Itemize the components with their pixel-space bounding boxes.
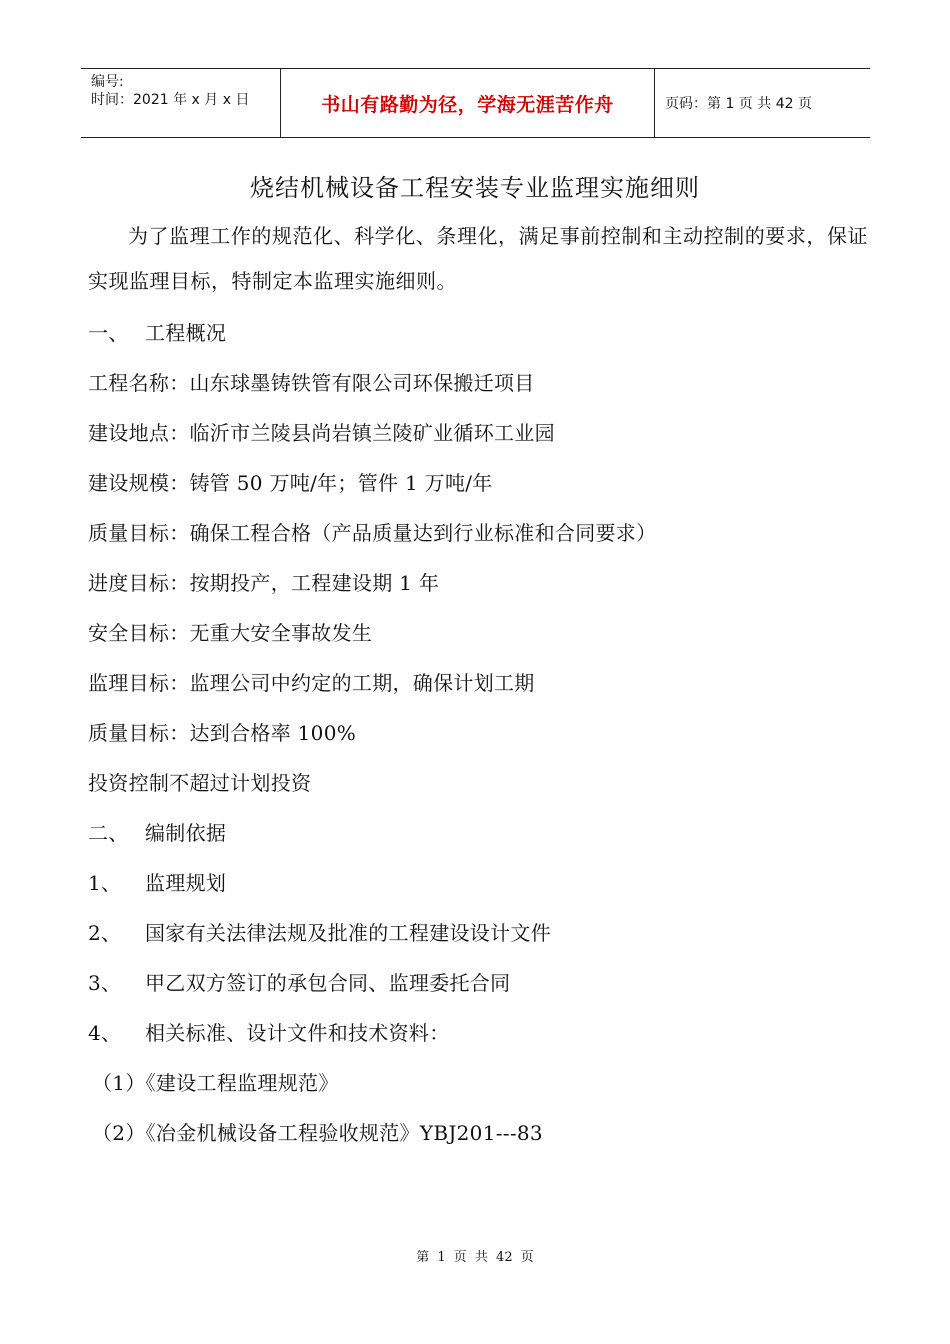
- overview-item: 建设规模：铸管 50 万吨/年；管件 1 万吨/年: [88, 471, 493, 495]
- header-left-cell: [81, 69, 281, 137]
- overview-item: 质量目标：达到合格率 100%: [88, 721, 357, 745]
- basis-text: 监理规划: [145, 871, 227, 895]
- basis-item: [88, 1008, 868, 1058]
- intro-paragraph: 为了监理工作的规范化、科学化、条理化，满足事前控制和主动控制的要求，保证实现监理目标，特制定本监理实施细则。: [88, 224, 868, 293]
- basis-item: [88, 958, 868, 1008]
- section-heading-basis: [88, 808, 868, 858]
- page-footer: 第 1 页 共 42 页: [416, 1250, 534, 1265]
- header-motto-cell: [281, 69, 655, 137]
- document-body: [88, 214, 868, 1158]
- overview-item: 质量目标：确保工程合格（产品质量达到行业标准和合同要求）: [88, 521, 657, 545]
- motto-text: 书山有路勤为径，学海无涯苦作舟: [321, 93, 614, 116]
- basis-text: 相关标准、设计文件和技术资料：: [145, 1021, 450, 1045]
- section-heading-overview: [88, 308, 868, 358]
- document-title: 烧结机械设备工程安装专业监理实施细则: [250, 174, 700, 202]
- reference-item: （1）《建设工程监理规范》: [92, 1071, 339, 1095]
- basis-number: 2、: [88, 921, 122, 945]
- overview-item: 安全目标：无重大安全事故发生: [88, 621, 373, 645]
- basis-number: 3、: [88, 971, 122, 995]
- basis-number: 1、: [88, 871, 122, 895]
- section-number: 二、: [88, 821, 129, 845]
- reference-item: （2）《冶金机械设备工程验收规范》YBJ201---83: [92, 1121, 543, 1145]
- basis-item: [88, 858, 868, 908]
- overview-item: 进度目标：按期投产，工程建设期 1 年: [88, 571, 440, 595]
- number-label: 编号:: [91, 74, 124, 90]
- overview-item: 建设地点：临沂市兰陵县尚岩镇兰陵矿业循环工业园: [88, 421, 555, 445]
- section-title: 工程概况: [145, 321, 227, 345]
- basis-text: 国家有关法律法规及批准的工程建设设计文件: [145, 921, 551, 945]
- section-number: 一、: [88, 321, 129, 345]
- header-table: [81, 68, 870, 138]
- basis-item: [88, 908, 868, 958]
- overview-item: 投资控制不超过计划投资: [88, 771, 312, 795]
- page-info: 页码：第 1 页 共 42 页: [665, 96, 812, 112]
- basis-number: 4、: [88, 1021, 122, 1045]
- basis-text: 甲乙双方签订的承包合同、监理委托合同: [145, 971, 511, 995]
- header-page-cell: [655, 69, 870, 137]
- overview-item: 工程名称：山东球墨铸铁管有限公司环保搬迁项目: [88, 371, 535, 395]
- section-title: 编制依据: [145, 821, 227, 845]
- time-label: 时间：2021 年 x 月 x 日: [91, 92, 250, 108]
- overview-item: 监理目标：监理公司中约定的工期，确保计划工期: [88, 671, 535, 695]
